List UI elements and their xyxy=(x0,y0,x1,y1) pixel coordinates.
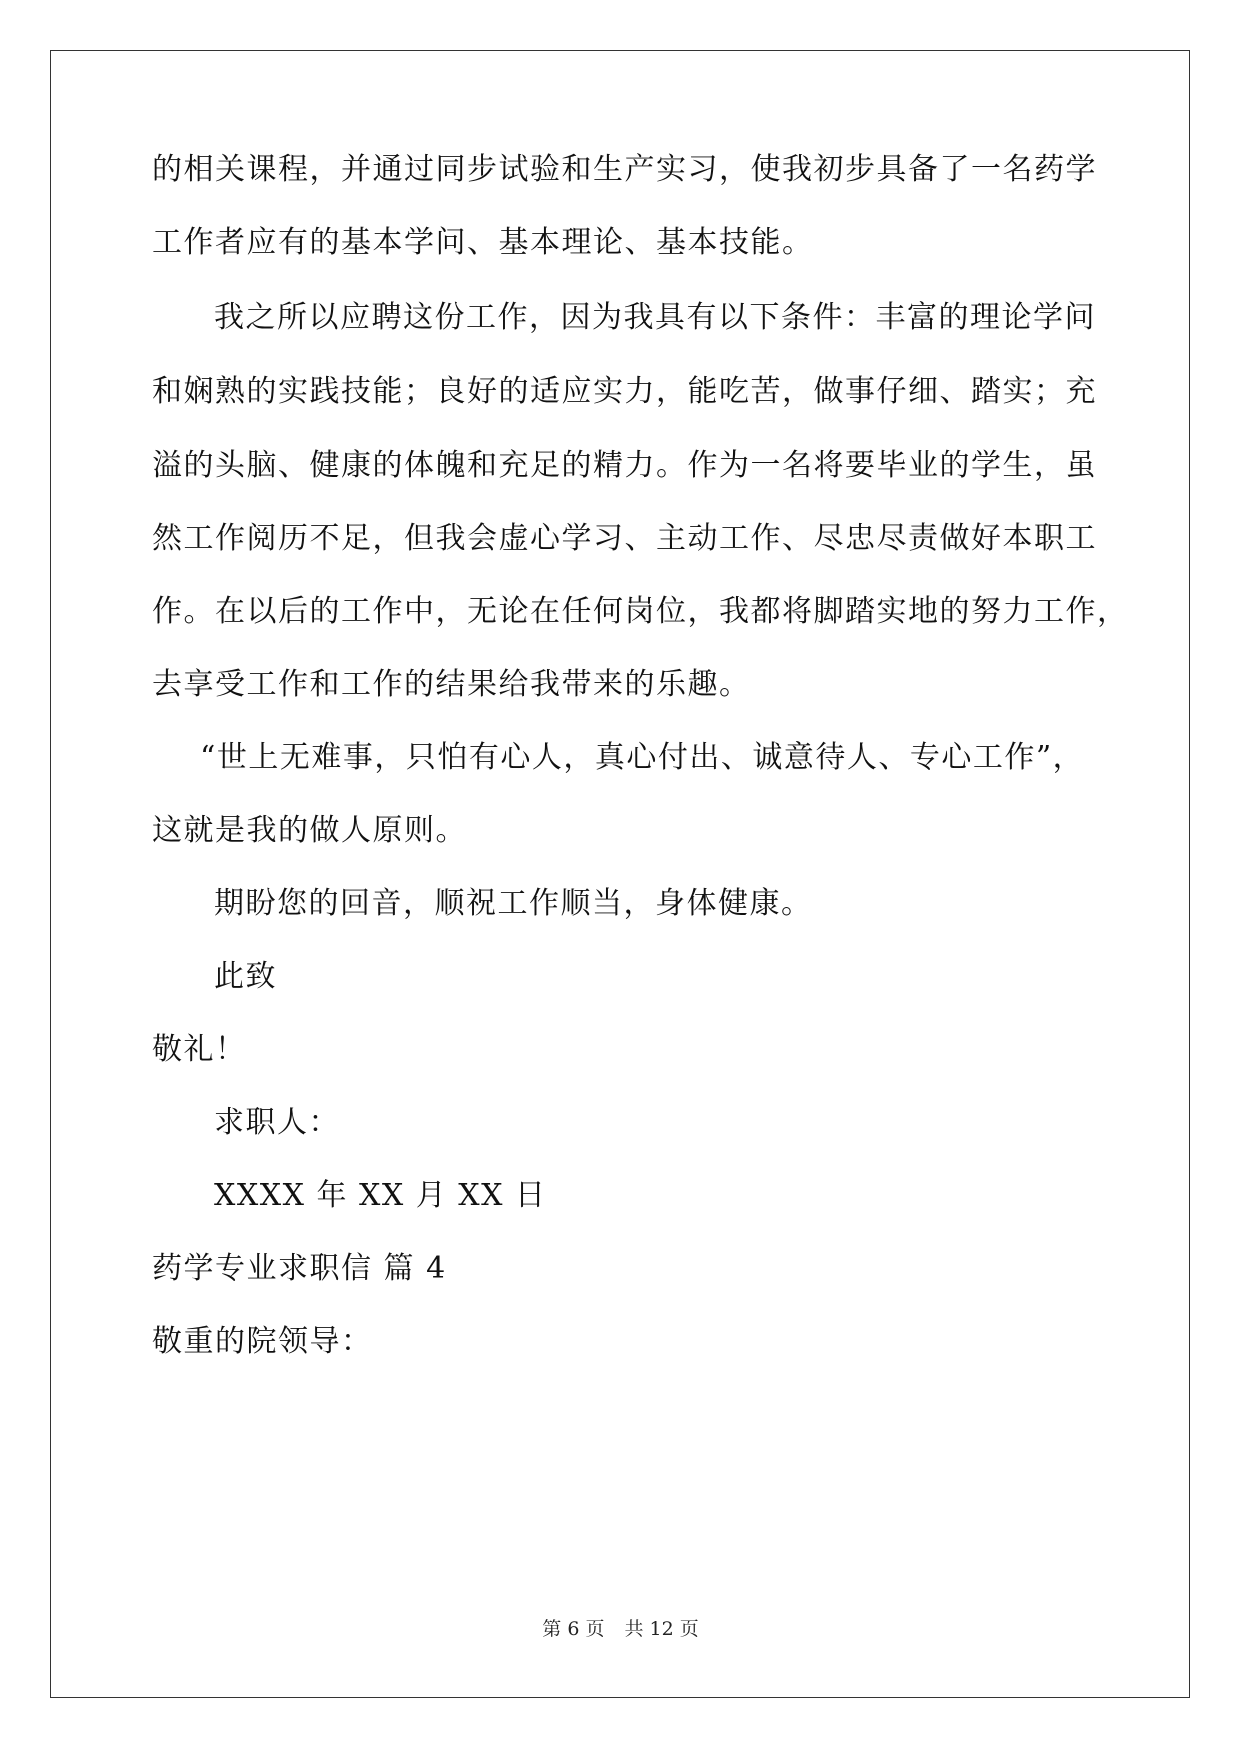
body-line-7: 作。在以后的工作中，无论在任何岗位，我都将脚踏实地的努力工作， xyxy=(152,594,1129,629)
body-line-10: 这就是我的做人原则。 xyxy=(152,813,467,848)
date-line: XXXX 年 XX 月 XX 日 xyxy=(214,1178,547,1213)
page-total: 共 12 页 xyxy=(624,1618,699,1640)
body-line-2: 工作者应有的基本学问、基本理论、基本技能。 xyxy=(152,225,814,260)
applicant-label: 求职人： xyxy=(214,1105,340,1140)
page-footer xyxy=(0,1617,1241,1641)
body-line-5: 溢的头脑、健康的体魄和充足的精力。作为一名将要毕业的学生，虽 xyxy=(152,448,1097,483)
body-line-8: 去享受工作和工作的结果给我带来的乐趣。 xyxy=(152,667,751,702)
quote-line: “世上无难事，只怕有心人，真心付出、诚意待人、专心工作”， xyxy=(200,740,1085,775)
body-line-1: 的相关课程，并通过同步试验和生产实习，使我初步具备了一名药学 xyxy=(152,152,1097,187)
salutation-jingli: 敬礼！ xyxy=(152,1032,247,1067)
body-line-4: 和娴熟的实践技能；良好的适应实力，能吃苦，做事仔细、踏实；充 xyxy=(152,374,1097,409)
body-line-6: 然工作阅历不足，但我会虚心学习、主动工作、尽忠尽责做好本职工 xyxy=(152,521,1097,556)
section-heading: 药学专业求职信 篇 4 xyxy=(152,1251,447,1286)
page-number: 第 6 页 xyxy=(542,1618,605,1640)
greeting-line: 敬重的院领导： xyxy=(152,1324,373,1359)
salutation-cizhi: 此致 xyxy=(214,959,277,994)
body-line-3: 我之所以应聘这份工作，因为我具有以下条件：丰富的理论学问 xyxy=(214,300,1096,335)
closing-wish: 期盼您的回音，顺祝工作顺当，身体健康。 xyxy=(214,886,813,921)
